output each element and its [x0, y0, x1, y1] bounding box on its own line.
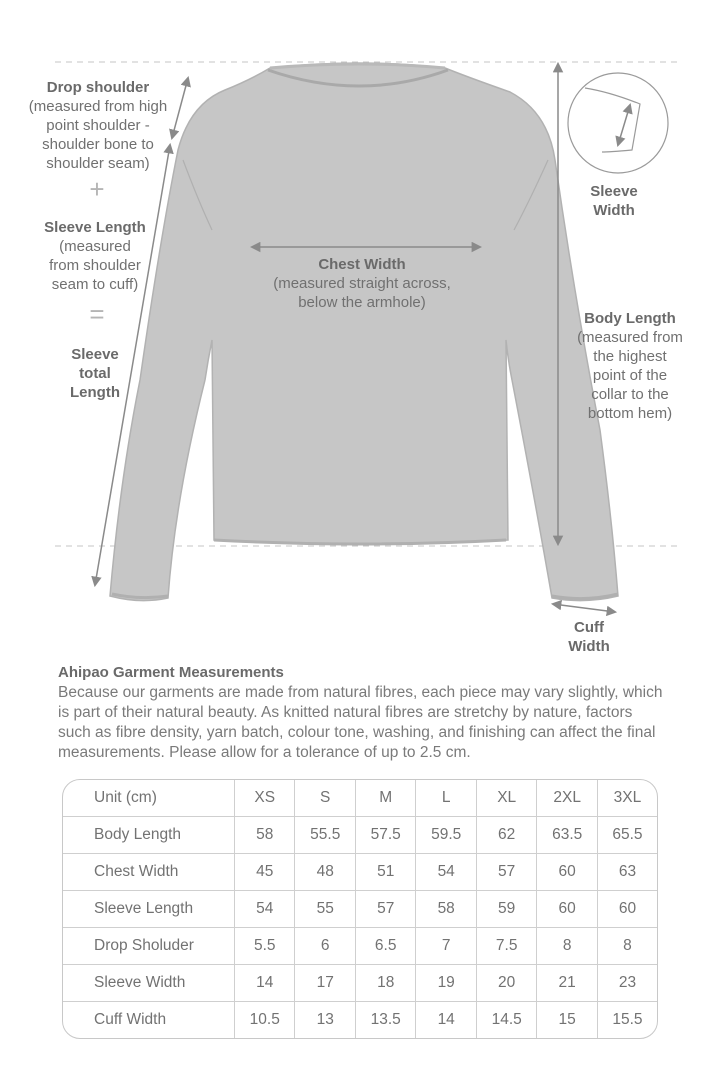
info-title: Ahipao Garment Measurements [58, 664, 284, 681]
table-cell: 62 [476, 816, 536, 853]
row-label: Sleeve Width [63, 965, 235, 1002]
table-cell: 60 [537, 853, 597, 890]
table-cell: 15.5 [597, 1002, 657, 1038]
table-row [63, 928, 657, 965]
table-cell: 23 [597, 965, 657, 1002]
row-label: Sleeve Length [63, 890, 235, 927]
table-row [63, 1002, 657, 1038]
table-cell: 6.5 [355, 928, 415, 965]
sleeve-total-length-label: Sleeve total Length [70, 346, 120, 401]
info-body: Because our garments are made from natural fibres, each piece may vary slightly, which is part of their natural beauty. As knitted natural fibres are stretchy by nature, factors such as fibre density, yarn batch, colour tone, washing, and finishing can affect the final measurements. Please allow for a tolerance of up to 2.5 cm. [58, 684, 663, 761]
sleeve-width-label: Sleeve Width [590, 183, 638, 219]
cuff-width-label: Cuff Width [568, 619, 610, 655]
table-cell: 60 [537, 890, 597, 927]
table-row [63, 853, 657, 890]
table-cell: 17 [295, 965, 355, 1002]
sweater-shape [110, 63, 618, 601]
table-cell: 48 [295, 853, 355, 890]
chest-width-label: Chest Width (measured straight across, below the armhole) [273, 256, 451, 311]
table-cell: 18 [355, 965, 415, 1002]
table-header-cell: 2XL [537, 780, 597, 816]
table-cell: 13 [295, 1002, 355, 1038]
table-cell: 59 [476, 890, 536, 927]
row-label: Chest Width [63, 853, 235, 890]
table-cell: 59.5 [416, 816, 476, 853]
table-cell: 7 [416, 928, 476, 965]
measurements-info [58, 664, 668, 763]
cuff-width-arrow [553, 604, 615, 612]
table-cell: 10.5 [235, 1002, 295, 1038]
table-header-row [63, 780, 657, 816]
table-cell: 55.5 [295, 816, 355, 853]
table-cell: 20 [476, 965, 536, 1002]
table-cell: 5.5 [235, 928, 295, 965]
row-label: Body Length [63, 816, 235, 853]
table-cell: 7.5 [476, 928, 536, 965]
table-cell: 58 [235, 816, 295, 853]
sleeve-width-detail-circle [568, 73, 668, 173]
table-cell: 65.5 [597, 816, 657, 853]
table-cell: 60 [597, 890, 657, 927]
table-cell: 57 [355, 890, 415, 927]
table-cell: 14.5 [476, 1002, 536, 1038]
plus-sign: + [89, 174, 105, 204]
table-cell: 14 [235, 965, 295, 1002]
table-cell: 21 [537, 965, 597, 1002]
table-cell: 63.5 [537, 816, 597, 853]
table-row [63, 890, 657, 927]
table-cell: 58 [416, 890, 476, 927]
sleeve-length-label: Sleeve Length (measured from shoulder seam to cuff) [44, 219, 146, 293]
table-row [63, 816, 657, 853]
table-cell: 19 [416, 965, 476, 1002]
table-cell: 54 [416, 853, 476, 890]
table-header-cell: XL [476, 780, 536, 816]
body-length-label: Body Length (measured from the highest point of the collar to the bottom hem) [577, 310, 683, 422]
table-cell: 51 [355, 853, 415, 890]
table-header-cell: S [295, 780, 355, 816]
table-cell: 63 [597, 853, 657, 890]
table-cell: 8 [537, 928, 597, 965]
table-cell: 8 [597, 928, 657, 965]
table-cell: 6 [295, 928, 355, 965]
table-row [63, 965, 657, 1002]
table-cell: 57.5 [355, 816, 415, 853]
table-cell: 55 [295, 890, 355, 927]
table-cell: 45 [235, 853, 295, 890]
equals-sign: = [89, 299, 105, 329]
table-header-cell: XS [235, 780, 295, 816]
table-header-cell: L [416, 780, 476, 816]
drop-shoulder-label: Drop shoulder (measured from high point shoulder - shoulder bone to shoulder seam) [28, 79, 168, 172]
table-cell: 57 [476, 853, 536, 890]
table-cell: 13.5 [355, 1002, 415, 1038]
size-table [62, 779, 658, 1039]
table-header-cell: Unit (cm) [63, 780, 235, 816]
table-header-cell: 3XL [597, 780, 657, 816]
table-cell: 54 [235, 890, 295, 927]
table-header-cell: M [355, 780, 415, 816]
row-label: Drop Sholuder [63, 928, 235, 965]
table-cell: 14 [416, 1002, 476, 1038]
table-cell: 15 [537, 1002, 597, 1038]
row-label: Cuff Width [63, 1002, 235, 1038]
